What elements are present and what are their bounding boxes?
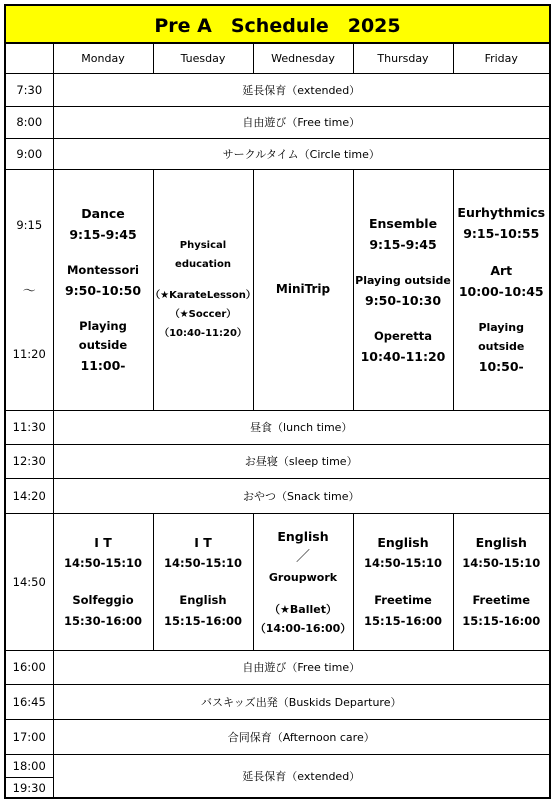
row-1700 (6, 719, 549, 754)
thursday-morning-cell (353, 169, 453, 410)
monday-afternoon-cell (53, 513, 153, 650)
activity-name: Operetta (373, 328, 433, 343)
activity-cell: 自由遊び（Free time） (53, 106, 549, 138)
schedule-title: Pre A Schedule 2025 (6, 6, 549, 44)
activity-name: I T (194, 534, 212, 550)
time-cell: 17:00 (6, 719, 53, 754)
row-0800 (6, 106, 549, 138)
activity-name: Physical education (175, 240, 231, 270)
row-afternoon (6, 513, 549, 650)
time-cell: 14:20 (6, 478, 53, 513)
day-header-friday: Friday (453, 44, 549, 73)
wednesday-morning-cell (253, 169, 353, 410)
tuesday-morning-cell (150, 169, 256, 410)
corner-cell (6, 44, 53, 73)
activity-cell: 延長保育（extended） (53, 73, 549, 106)
row-1420 (6, 478, 549, 513)
time-cell: 11:30 (6, 410, 53, 444)
activity-name: English (475, 534, 527, 550)
activity-time: 15:15-16:00 (364, 613, 442, 628)
day-header-monday: Monday (53, 44, 153, 73)
activity-name: Dance (81, 206, 125, 221)
time-cell: 16:00 (6, 650, 53, 684)
activity-time: 10:00-10:45 (458, 284, 544, 299)
activity-time: 9:15-10:55 (463, 226, 540, 241)
time-cell: 19:30 (6, 777, 53, 798)
activity-time: 15:30-16:00 (64, 613, 142, 628)
activity-time: （10:40-11:20） (159, 328, 247, 339)
activity-time: 11:00- (80, 358, 126, 373)
time-start: 9:15 (16, 218, 43, 232)
day-header-tuesday: Tuesday (153, 44, 253, 73)
time-cell-morning (6, 169, 53, 410)
activity-time: （14:00-16:00） (254, 621, 352, 635)
activity-time: 15:15-16:00 (164, 613, 242, 628)
activity-name: Playing outside (355, 273, 451, 287)
monday-morning-cell (53, 169, 153, 410)
activity-time: 14:50-15:10 (364, 555, 442, 570)
time-cell: 14:50 (6, 513, 53, 650)
activity-name: Eurhythmics (457, 205, 546, 220)
activity-time: 9:15-9:45 (369, 236, 437, 252)
time-cell: 12:30 (6, 444, 53, 478)
friday-afternoon-cell (453, 513, 549, 650)
schedule-table (6, 44, 549, 799)
activity-name: English (377, 534, 429, 550)
activity-time: 14:50-15:10 (64, 555, 142, 570)
day-header-thursday: Thursday (353, 44, 453, 73)
activity-time: 14:50-15:10 (164, 555, 242, 570)
wednesday-afternoon-cell (253, 513, 353, 650)
time-cell: 8:00 (6, 106, 53, 138)
activity-name: Freetime (472, 592, 531, 607)
activity-cell: 昼食（lunch time） (53, 410, 549, 444)
activity-time: 9:50-10:50 (64, 283, 142, 298)
time-end: 11:20 (12, 347, 46, 361)
activity-name: English (277, 528, 329, 544)
activity-name: Playing outside (78, 319, 128, 352)
schedule-sheet (4, 4, 551, 799)
activity-name: Playing outside (478, 321, 525, 353)
activity-cell: 延長保育（extended） (53, 754, 549, 798)
header-row (6, 44, 549, 73)
activity-name: Art (490, 263, 513, 278)
activity-time: 10:40-11:20 (360, 348, 446, 364)
activity-cell: サークルタイム（Circle time） (53, 138, 549, 169)
thursday-afternoon-cell (353, 513, 453, 650)
time-cell: 16:45 (6, 684, 53, 719)
time-cell: 7:30 (6, 73, 53, 106)
activity-time: 14:50-15:10 (462, 555, 541, 570)
row-morning (6, 169, 549, 410)
friday-morning-cell (453, 169, 549, 410)
time-cell: 9:00 (6, 138, 53, 169)
activity-name: Freetime (374, 592, 432, 607)
row-1800 (6, 754, 549, 777)
activity-cell: お昼寝（sleep time） (53, 444, 549, 478)
activity-name: I T (94, 534, 112, 550)
time-cell: 18:00 (6, 754, 53, 777)
activity-name: MiniTrip (275, 282, 331, 296)
activity-cell: おやつ（Snack time） (53, 478, 549, 513)
activity-time: 9:15-9:45 (69, 227, 137, 242)
row-1600 (6, 650, 549, 684)
row-1645 (6, 684, 549, 719)
activity-note: （★KarateLesson） (150, 290, 256, 301)
activity-cell: バスキッズ出発（Buskids Departure） (53, 684, 549, 719)
activity-time: 9:50-10:30 (364, 292, 442, 308)
tuesday-afternoon-cell (153, 513, 253, 650)
tilde-mark: ～ (22, 284, 36, 299)
activity-name: English (179, 592, 227, 607)
row-1230 (6, 444, 549, 478)
day-header-wednesday: Wednesday (253, 44, 353, 73)
row-1130 (6, 410, 549, 444)
activity-name: Solfeggio (72, 592, 134, 607)
slash-separator: ／ (296, 548, 310, 565)
activity-cell: 合同保育（Afternoon care） (53, 719, 549, 754)
activity-note: （★Ballet） (269, 602, 337, 616)
activity-time: 10:50- (478, 359, 524, 374)
activity-name: Montessori (66, 263, 140, 277)
activity-name: Groupwork (268, 570, 338, 584)
activity-name: Ensemble (368, 215, 438, 231)
row-0900 (6, 138, 549, 169)
activity-note: （★Soccer） (169, 309, 237, 320)
row-0730 (6, 73, 549, 106)
activity-time: 15:15-16:00 (462, 613, 541, 628)
activity-cell: 自由遊び（Free time） (53, 650, 549, 684)
